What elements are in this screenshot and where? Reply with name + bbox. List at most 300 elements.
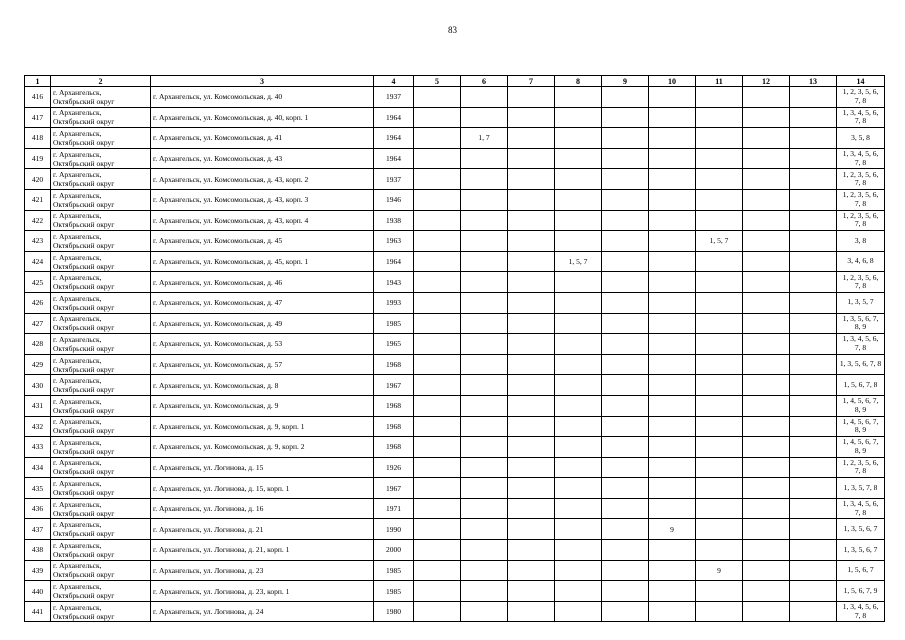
district-text: Октябрьский округ bbox=[53, 179, 115, 189]
col5-cell bbox=[414, 189, 461, 210]
col9-cell bbox=[602, 189, 649, 210]
col11-cell bbox=[696, 189, 743, 210]
city-text: г. Архангельск, bbox=[53, 458, 102, 468]
col12-cell bbox=[743, 292, 790, 313]
col8-cell bbox=[555, 107, 602, 128]
col11-cell bbox=[696, 107, 743, 128]
year-cell: 1968 bbox=[374, 416, 414, 437]
address-cell: г. Архангельск, ул. Логинова, д. 21, корп. 1 bbox=[151, 540, 374, 561]
location-cell bbox=[51, 251, 151, 272]
district-text: Октябрьский округ bbox=[53, 426, 115, 436]
col10-cell bbox=[649, 272, 696, 293]
col8-cell bbox=[555, 313, 602, 334]
col5-cell bbox=[414, 498, 461, 519]
col5-cell bbox=[414, 560, 461, 581]
col5-cell bbox=[414, 210, 461, 231]
col9-cell bbox=[602, 498, 649, 519]
col10-cell bbox=[649, 334, 696, 355]
district-text: Октябрьский округ bbox=[53, 158, 115, 168]
address-cell: г. Архангельск, ул. Комсомольская, д. 9 bbox=[151, 395, 374, 416]
col11-cell bbox=[696, 292, 743, 313]
col8-cell bbox=[555, 189, 602, 210]
col6-cell bbox=[461, 395, 508, 416]
col9-cell bbox=[602, 292, 649, 313]
year-cell: 1937 bbox=[374, 169, 414, 190]
address-cell: г. Архангельск, ул. Логинова, д. 16 bbox=[151, 498, 374, 519]
location-cell bbox=[51, 560, 151, 581]
col14-cell: 1, 2, 3, 5, 6, 7, 8 bbox=[837, 87, 885, 108]
year-cell: 1967 bbox=[374, 375, 414, 396]
row-number-cell: 427 bbox=[25, 313, 51, 334]
col6-cell bbox=[461, 601, 508, 622]
col13-cell bbox=[790, 601, 837, 622]
city-text: г. Архангельск, bbox=[53, 499, 102, 509]
city-text: г. Архангельск, bbox=[53, 520, 102, 530]
table-row bbox=[25, 231, 885, 252]
col8-cell: 1, 5, 7 bbox=[555, 251, 602, 272]
row-number-cell: 435 bbox=[25, 478, 51, 499]
row-number-cell: 436 bbox=[25, 498, 51, 519]
col14-cell: 3, 8 bbox=[837, 231, 885, 252]
col14-cell: 1, 4, 5, 6, 7, 8, 9 bbox=[837, 395, 885, 416]
col13-cell bbox=[790, 231, 837, 252]
col9-cell bbox=[602, 107, 649, 128]
row-number-cell: 416 bbox=[25, 87, 51, 108]
col5-cell bbox=[414, 313, 461, 334]
col10-cell bbox=[649, 581, 696, 602]
col11-cell bbox=[696, 416, 743, 437]
col8-cell bbox=[555, 169, 602, 190]
district-text: Октябрьский округ bbox=[53, 96, 115, 106]
col8-cell bbox=[555, 437, 602, 458]
col7-cell bbox=[508, 375, 555, 396]
location-cell bbox=[51, 231, 151, 252]
location-cell bbox=[51, 581, 151, 602]
col5-cell bbox=[414, 540, 461, 561]
district-text: Октябрьский округ bbox=[53, 591, 115, 601]
table-row bbox=[25, 498, 885, 519]
col12-cell bbox=[743, 87, 790, 108]
col10-cell bbox=[649, 210, 696, 231]
district-text: Октябрьский округ bbox=[53, 137, 115, 147]
row-number-cell: 432 bbox=[25, 416, 51, 437]
col7-cell bbox=[508, 292, 555, 313]
col8-cell bbox=[555, 148, 602, 169]
col13-cell bbox=[790, 169, 837, 190]
year-cell: 1985 bbox=[374, 313, 414, 334]
col11-cell bbox=[696, 395, 743, 416]
col14-cell: 1, 5, 6, 7, 8 bbox=[837, 375, 885, 396]
col14-cell: 1, 2, 3, 5, 6, 7, 8 bbox=[837, 169, 885, 190]
col5-cell bbox=[414, 148, 461, 169]
col8-cell bbox=[555, 334, 602, 355]
district-text: Октябрьский округ bbox=[53, 343, 115, 353]
col10-cell bbox=[649, 128, 696, 149]
city-text: г. Архангельск, bbox=[53, 211, 102, 221]
table-row bbox=[25, 354, 885, 375]
col14-cell: 1, 2, 3, 5, 6, 7, 8 bbox=[837, 457, 885, 478]
table-row bbox=[25, 128, 885, 149]
year-cell: 1946 bbox=[374, 189, 414, 210]
col9-cell bbox=[602, 437, 649, 458]
row-number-cell: 426 bbox=[25, 292, 51, 313]
district-text: Октябрьский округ bbox=[53, 570, 115, 580]
col12-cell bbox=[743, 540, 790, 561]
col11-cell bbox=[696, 272, 743, 293]
col8-cell bbox=[555, 272, 602, 293]
col12-cell bbox=[743, 354, 790, 375]
col14-cell: 1, 4, 5, 6, 7, 8, 9 bbox=[837, 437, 885, 458]
col7-cell bbox=[508, 498, 555, 519]
col8-cell bbox=[555, 292, 602, 313]
col6-cell bbox=[461, 210, 508, 231]
table-row bbox=[25, 478, 885, 499]
address-cell: г. Архангельск, ул. Комсомольская, д. 47 bbox=[151, 292, 374, 313]
col8-cell bbox=[555, 375, 602, 396]
year-cell: 1965 bbox=[374, 334, 414, 355]
col7-cell bbox=[508, 251, 555, 272]
col10-cell bbox=[649, 498, 696, 519]
location-cell bbox=[51, 437, 151, 458]
col10-cell bbox=[649, 560, 696, 581]
col13-cell bbox=[790, 457, 837, 478]
col7-cell bbox=[508, 169, 555, 190]
col12-cell bbox=[743, 395, 790, 416]
table-row bbox=[25, 210, 885, 231]
col13-cell bbox=[790, 354, 837, 375]
address-cell: г. Архангельск, ул. Комсомольская, д. 40 bbox=[151, 87, 374, 108]
col9-cell bbox=[602, 457, 649, 478]
city-text: г. Архангельск, bbox=[53, 376, 102, 386]
col7-cell bbox=[508, 601, 555, 622]
address-cell: г. Архангельск, ул. Комсомольская, д. 43, корп. 3 bbox=[151, 189, 374, 210]
city-text: г. Архангельск, bbox=[53, 108, 102, 118]
col12-cell bbox=[743, 581, 790, 602]
col9-cell bbox=[602, 272, 649, 293]
table-row bbox=[25, 601, 885, 622]
year-cell: 1968 bbox=[374, 437, 414, 458]
col8-cell bbox=[555, 540, 602, 561]
year-cell: 1964 bbox=[374, 128, 414, 149]
col10-cell bbox=[649, 437, 696, 458]
row-number-cell: 424 bbox=[25, 251, 51, 272]
location-cell bbox=[51, 334, 151, 355]
location-cell bbox=[51, 395, 151, 416]
col13-cell bbox=[790, 313, 837, 334]
address-cell: г. Архангельск, ул. Комсомольская, д. 9, корп. 2 bbox=[151, 437, 374, 458]
col8-cell bbox=[555, 601, 602, 622]
row-number-cell: 420 bbox=[25, 169, 51, 190]
location-cell bbox=[51, 601, 151, 622]
col13-cell bbox=[790, 148, 837, 169]
col13-cell bbox=[790, 540, 837, 561]
address-cell: г. Архангельск, ул. Логинова, д. 15, корп. 1 bbox=[151, 478, 374, 499]
col13-cell bbox=[790, 519, 837, 540]
district-text: Октябрьский округ bbox=[53, 611, 115, 621]
address-cell: г. Архангельск, ул. Комсомольская, д. 49 bbox=[151, 313, 374, 334]
col11-cell bbox=[696, 251, 743, 272]
year-cell: 1980 bbox=[374, 601, 414, 622]
col8-cell bbox=[555, 498, 602, 519]
col6-cell bbox=[461, 292, 508, 313]
column-header: 7 bbox=[508, 76, 555, 87]
col6-cell bbox=[461, 148, 508, 169]
col12-cell bbox=[743, 107, 790, 128]
address-cell: г. Архангельск, ул. Логинова, д. 24 bbox=[151, 601, 374, 622]
column-header: 6 bbox=[461, 76, 508, 87]
col13-cell bbox=[790, 189, 837, 210]
col14-cell: 3, 4, 6, 8 bbox=[837, 251, 885, 272]
col14-cell: 1, 3, 5, 6, 7 bbox=[837, 519, 885, 540]
location-cell bbox=[51, 313, 151, 334]
col12-cell bbox=[743, 519, 790, 540]
col8-cell bbox=[555, 581, 602, 602]
col13-cell bbox=[790, 498, 837, 519]
table-row bbox=[25, 189, 885, 210]
year-cell: 1963 bbox=[374, 231, 414, 252]
col6-cell bbox=[461, 457, 508, 478]
district-text: Октябрьский округ bbox=[53, 261, 115, 271]
col11-cell bbox=[696, 519, 743, 540]
row-number-cell: 429 bbox=[25, 354, 51, 375]
col13-cell bbox=[790, 107, 837, 128]
table-body bbox=[25, 87, 885, 622]
col11-cell bbox=[696, 148, 743, 169]
column-header: 3 bbox=[151, 76, 374, 87]
district-text: Октябрьский округ bbox=[53, 302, 115, 312]
column-header: 2 bbox=[51, 76, 151, 87]
col9-cell bbox=[602, 313, 649, 334]
city-text: г. Архангельск, bbox=[53, 602, 102, 612]
district-text: Октябрьский округ bbox=[53, 220, 115, 230]
col9-cell bbox=[602, 416, 649, 437]
col13-cell bbox=[790, 334, 837, 355]
housing-table bbox=[24, 75, 885, 622]
table-row bbox=[25, 581, 885, 602]
col11-cell bbox=[696, 540, 743, 561]
col10-cell: 9 bbox=[649, 519, 696, 540]
city-text: г. Архангельск, bbox=[53, 479, 102, 489]
table-row bbox=[25, 437, 885, 458]
col5-cell bbox=[414, 128, 461, 149]
year-cell: 1985 bbox=[374, 581, 414, 602]
col6-cell bbox=[461, 354, 508, 375]
column-header: 9 bbox=[602, 76, 649, 87]
city-text: г. Архангельск, bbox=[53, 252, 102, 262]
col10-cell bbox=[649, 354, 696, 375]
col10-cell bbox=[649, 395, 696, 416]
location-cell bbox=[51, 540, 151, 561]
col7-cell bbox=[508, 210, 555, 231]
col9-cell bbox=[602, 210, 649, 231]
table-row bbox=[25, 292, 885, 313]
col5-cell bbox=[414, 107, 461, 128]
col14-cell: 1, 3, 4, 5, 6, 7, 8 bbox=[837, 107, 885, 128]
row-number-cell: 421 bbox=[25, 189, 51, 210]
col13-cell bbox=[790, 437, 837, 458]
col11-cell bbox=[696, 169, 743, 190]
col11-cell bbox=[696, 601, 743, 622]
col6-cell bbox=[461, 189, 508, 210]
col9-cell bbox=[602, 560, 649, 581]
col12-cell bbox=[743, 231, 790, 252]
col6-cell bbox=[461, 107, 508, 128]
col10-cell bbox=[649, 540, 696, 561]
col7-cell bbox=[508, 107, 555, 128]
col5-cell bbox=[414, 169, 461, 190]
address-cell: г. Архангельск, ул. Логинова, д. 23, корп. 1 bbox=[151, 581, 374, 602]
location-cell bbox=[51, 272, 151, 293]
col6-cell bbox=[461, 437, 508, 458]
col9-cell bbox=[602, 128, 649, 149]
col8-cell bbox=[555, 354, 602, 375]
col7-cell bbox=[508, 437, 555, 458]
address-cell: г. Архангельск, ул. Комсомольская, д. 45, корп. 1 bbox=[151, 251, 374, 272]
col12-cell bbox=[743, 148, 790, 169]
col9-cell bbox=[602, 395, 649, 416]
col9-cell bbox=[602, 375, 649, 396]
table-row bbox=[25, 334, 885, 355]
row-number-cell: 437 bbox=[25, 519, 51, 540]
col7-cell bbox=[508, 457, 555, 478]
year-cell: 1964 bbox=[374, 148, 414, 169]
col7-cell bbox=[508, 354, 555, 375]
col11-cell bbox=[696, 87, 743, 108]
address-cell: г. Архангельск, ул. Комсомольская, д. 46 bbox=[151, 272, 374, 293]
row-number-cell: 440 bbox=[25, 581, 51, 602]
col12-cell bbox=[743, 498, 790, 519]
row-number-cell: 417 bbox=[25, 107, 51, 128]
col6-cell bbox=[461, 560, 508, 581]
location-cell bbox=[51, 416, 151, 437]
row-number-cell: 439 bbox=[25, 560, 51, 581]
column-header: 12 bbox=[743, 76, 790, 87]
col9-cell bbox=[602, 519, 649, 540]
city-text: г. Архангельск, bbox=[53, 87, 102, 97]
col11-cell bbox=[696, 334, 743, 355]
col12-cell bbox=[743, 478, 790, 499]
year-cell: 1967 bbox=[374, 478, 414, 499]
col11-cell: 9 bbox=[696, 560, 743, 581]
city-text: г. Архангельск, bbox=[53, 582, 102, 592]
city-text: г. Архангельск, bbox=[53, 437, 102, 447]
col8-cell bbox=[555, 416, 602, 437]
year-cell: 1937 bbox=[374, 87, 414, 108]
address-cell: г. Архангельск, ул. Комсомольская, д. 8 bbox=[151, 375, 374, 396]
col13-cell bbox=[790, 375, 837, 396]
year-cell: 1968 bbox=[374, 395, 414, 416]
year-cell: 1985 bbox=[374, 560, 414, 581]
col11-cell bbox=[696, 581, 743, 602]
address-cell: г. Архангельск, ул. Комсомольская, д. 53 bbox=[151, 334, 374, 355]
district-text: Октябрьский округ bbox=[53, 323, 115, 333]
row-number-cell: 428 bbox=[25, 334, 51, 355]
location-cell bbox=[51, 375, 151, 396]
col14-cell: 1, 3, 4, 5, 6, 7, 8 bbox=[837, 498, 885, 519]
city-text: г. Архангельск, bbox=[53, 396, 102, 406]
col11-cell bbox=[696, 313, 743, 334]
col8-cell bbox=[555, 395, 602, 416]
location-cell bbox=[51, 87, 151, 108]
year-cell: 1943 bbox=[374, 272, 414, 293]
col13-cell bbox=[790, 560, 837, 581]
city-text: г. Архангельск, bbox=[53, 190, 102, 200]
city-text: г. Архангельск, bbox=[53, 314, 102, 324]
city-text: г. Архангельск, bbox=[53, 293, 102, 303]
city-text: г. Архангельск, bbox=[53, 540, 102, 550]
col14-cell: 1, 3, 5, 7, 8 bbox=[837, 478, 885, 499]
district-text: Октябрьский округ bbox=[53, 508, 115, 518]
col9-cell bbox=[602, 251, 649, 272]
col5-cell bbox=[414, 292, 461, 313]
col5-cell bbox=[414, 334, 461, 355]
location-cell bbox=[51, 478, 151, 499]
district-text: Октябрьский округ bbox=[53, 467, 115, 477]
location-cell bbox=[51, 498, 151, 519]
col10-cell bbox=[649, 416, 696, 437]
row-number-cell: 433 bbox=[25, 437, 51, 458]
location-cell bbox=[51, 519, 151, 540]
col7-cell bbox=[508, 540, 555, 561]
col12-cell bbox=[743, 210, 790, 231]
col5-cell bbox=[414, 272, 461, 293]
col7-cell bbox=[508, 272, 555, 293]
col13-cell bbox=[790, 87, 837, 108]
col5-cell bbox=[414, 375, 461, 396]
col14-cell: 1, 3, 4, 5, 6, 7, 8 bbox=[837, 601, 885, 622]
col13-cell bbox=[790, 210, 837, 231]
city-text: г. Архангельск, bbox=[53, 149, 102, 159]
row-number-cell: 425 bbox=[25, 272, 51, 293]
location-cell bbox=[51, 107, 151, 128]
col9-cell bbox=[602, 601, 649, 622]
col6-cell bbox=[461, 272, 508, 293]
col5-cell bbox=[414, 416, 461, 437]
col5-cell bbox=[414, 251, 461, 272]
district-text: Октябрьский округ bbox=[53, 405, 115, 415]
col6-cell: 1, 7 bbox=[461, 128, 508, 149]
table-row bbox=[25, 251, 885, 272]
col10-cell bbox=[649, 148, 696, 169]
col9-cell bbox=[602, 581, 649, 602]
year-cell: 1968 bbox=[374, 354, 414, 375]
location-cell bbox=[51, 354, 151, 375]
year-cell: 1964 bbox=[374, 251, 414, 272]
col6-cell bbox=[461, 519, 508, 540]
col7-cell bbox=[508, 395, 555, 416]
row-number-cell: 438 bbox=[25, 540, 51, 561]
col7-cell bbox=[508, 128, 555, 149]
city-text: г. Архангельск, bbox=[53, 561, 102, 571]
address-cell: г. Архангельск, ул. Логинова, д. 23 bbox=[151, 560, 374, 581]
col10-cell bbox=[649, 107, 696, 128]
year-cell: 1964 bbox=[374, 107, 414, 128]
col6-cell bbox=[461, 169, 508, 190]
col13-cell bbox=[790, 395, 837, 416]
col7-cell bbox=[508, 189, 555, 210]
district-text: Октябрьский округ bbox=[53, 282, 115, 292]
district-text: Октябрьский округ bbox=[53, 385, 115, 395]
city-text: г. Архангельск, bbox=[53, 417, 102, 427]
column-header: 14 bbox=[837, 76, 885, 87]
column-header: 11 bbox=[696, 76, 743, 87]
col7-cell bbox=[508, 148, 555, 169]
col14-cell: 1, 2, 3, 5, 6, 7, 8 bbox=[837, 272, 885, 293]
col12-cell bbox=[743, 375, 790, 396]
col6-cell bbox=[461, 478, 508, 499]
col9-cell bbox=[602, 540, 649, 561]
col7-cell bbox=[508, 478, 555, 499]
